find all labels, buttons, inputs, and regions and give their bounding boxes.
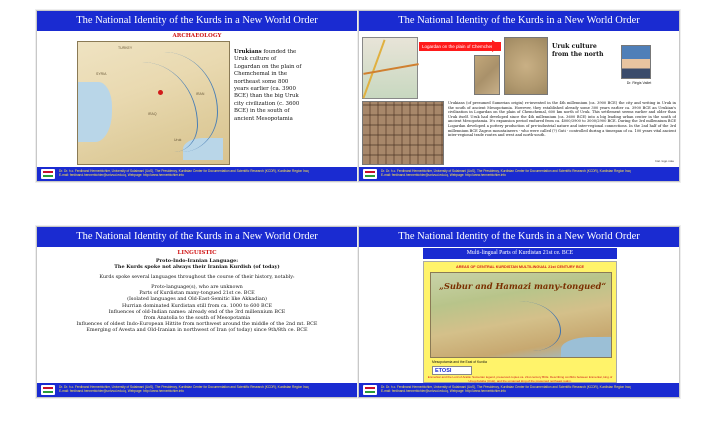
footer-line-1: Dr. Dr. h.c. Ferdinand Hennerbichler, University of Sulaimani (UoS), The Presidency, Kurdistan Center for Documentation and Scientific Research (KCDR), Kurdistan Region Iraq — [59, 169, 309, 173]
line: (Isolated languages and Old-East-Semitic like Akkadian) — [127, 296, 267, 303]
portrait-caption: Dr. Régis Vallet — [626, 81, 652, 85]
map-image — [77, 41, 230, 165]
map-caption: Mesopotamia and the East of Kurdia — [432, 360, 487, 364]
line: The Kurds spoke not always their Iranian Kurdish (of today) — [114, 264, 280, 271]
map-road — [363, 63, 418, 74]
map-image — [430, 272, 612, 358]
institution-logo-icon — [41, 385, 55, 395]
slide-footer — [359, 167, 679, 181]
etosi-logo: ETOSI — [432, 366, 472, 375]
institution-logo-icon — [41, 169, 55, 179]
institution-logo-icon — [363, 385, 377, 395]
slide-uruk-culture[interactable] — [358, 10, 680, 182]
map-label: TURKEY — [118, 46, 133, 50]
portrait-photo — [621, 45, 651, 79]
line: Emerging of Avesta and Old-Iranian in northwest of Iran (of today) since 9th/8th ce. BCE — [86, 326, 308, 333]
section-heading: LINGUISTIC — [177, 250, 217, 256]
frame-header: AREAS OF CENTRAL KURDISTAN MULTILINGUAL 21st CENTURY BCE — [456, 265, 584, 269]
arrow-label: Logardan on the plain of Chemchemal — [419, 42, 501, 51]
line: Proto-language(s), who are unknown — [151, 284, 243, 291]
footer-line-1: Dr. Dr. h.c. Ferdinand Hennerbichler, University of Sulaimani (UoS), The Presidency, Kurdistan Center for Documentation and Scientific Research (KCDR), Kurdistan Region Iraq — [59, 385, 309, 389]
slide-title: The National Identity of the Kurds in a New World Order — [359, 227, 679, 247]
slide-archaeology[interactable] — [36, 10, 358, 182]
slide-multilingual[interactable] — [358, 226, 680, 398]
footer-line-1: Dr. Dr. h.c. Ferdinand Hennerbichler, University of Sulaimani (UoS), The Presidency, Kurdistan Center for Documentation and Scientific Research (KCDR), Kurdistan Region Iraq — [381, 385, 631, 389]
frame-note: Enmerkar and the Lord of Aratta: Sumerian legend, preserved copies ca. 21st century BCE. Describing conflicts between Enmerkar, king of Unug-Kulaba (Uruk), and the unnamed king of the presumed northeast realm. — [427, 375, 613, 383]
footer-line-1: Dr. Dr. h.c. Ferdinand Hennerbichler, University of Sulaimani (UoS), The Presidency, Kurdistan Center for Documentation and Scientific Research (KCDR), Kurdistan Region Iraq — [381, 169, 631, 173]
line: Influences of old-Indian names: already end of the 3rd millennium BCE — [108, 308, 286, 315]
map-label: Uruk — [174, 138, 182, 142]
map-label: IRAQ — [148, 112, 157, 116]
footer-line-2: E-mail: ferdinand.hennerbichler@univsul.edu.iq, Webpage: http://www.hennerbichler.info — [381, 173, 506, 178]
arrow-right-icon — [492, 40, 501, 52]
map-frame — [423, 261, 617, 383]
body-text — [234, 49, 304, 123]
line: Proto-Indo-Iranian Language: — [155, 258, 239, 264]
section-heading: ARCHAEOLOGY — [172, 33, 222, 39]
paragraph-caption: Inst. logo note — [655, 159, 674, 163]
footer-line-2: E-mail: ferdinand.hennerbichler@univsul.edu.iq, Webpage: http://www.hennerbichler.info — [381, 389, 506, 394]
map-label: SYRIA — [96, 72, 107, 76]
footer-line-2: E-mail: ferdinand.hennerbichler@univsul.edu.iq, Webpage: http://www.hennerbichler.info — [59, 389, 184, 394]
map-banner: „Subur and Hamazi many-tongued“ — [439, 281, 607, 291]
line: Kurds spoke several languages throughout the course of their history, notably: — [99, 274, 295, 281]
map-sea — [78, 82, 112, 142]
line: Parts of Kurdistan many-tongued 21st ce. BCE — [139, 290, 255, 297]
slide-subtitle: Multi-lingual Parts of Kurdistan 21st ce. BCE — [423, 248, 617, 259]
body-text-rest: founded the Uruk culture of Logardan on the plain of Chemchemal in the northeast some 800 years earlier (ca. 3900 BCE) than the big Uruk city civilization (c. 3600 BCE) in the south of ancient Mesopotamia — [234, 49, 302, 122]
map-water — [561, 337, 611, 357]
slide-title: The National Identity of the Kurds in a New World Order — [37, 11, 357, 31]
excavation-photo — [362, 101, 444, 165]
side-title: Uruk culture from the north — [552, 43, 604, 58]
map-label: IRAN — [196, 92, 205, 96]
map-site-marker — [158, 90, 163, 95]
road-map-image — [362, 37, 418, 99]
line: from Anatolia to the south of Mesopotamia — [143, 314, 251, 321]
line: Hurrian dominated Kurdistan still from ca. 1000 to 600 BCE — [121, 302, 273, 309]
body-paragraph: Urukians (of presumed Sumerian origin) re-invented in the 4th millennium (ca. 3900 BCE) the city and writing in Uruk in the south of ancient Mesopotamia. However, they established already some 300 years earlier ca. 3900 BCE an Urukian's civilization in Logardan on the plain of Chemchemal, 600 km north of Uruk. This settlement seems earlier and older than Uruk itself. Uruk had developed since the 4th millennium (ca. 3600 BCE) into a big leading urban center in the south of ancient Mesopotamia. It's expansion period endured from ca. 4000/3900 to 3000/2900 BCE. During the 3rd millennium BCE Logardan developed a pottery production of pre-industrial nature and inter-regional connections. In the 2nd half of the 3rd millennium BCE Zagros mountaineers - who were called (?) Guti - controlled during a timespan of ca. 100 years vital ancient inter-regional trade routes and west and north-south. — [448, 101, 676, 138]
satellite-photo — [504, 37, 548, 95]
aerial-photo — [474, 55, 500, 95]
slide-footer — [37, 167, 357, 181]
slide-footer — [359, 383, 679, 397]
slide-title: The National Identity of the Kurds in a New World Order — [37, 227, 357, 247]
line: Influences of oldest Indo-European Hittite from northwest around the middle of the 2nd mt. BCE — [76, 320, 318, 327]
linguistic-body — [37, 249, 357, 333]
slide-linguistic[interactable] — [36, 226, 358, 398]
map-river — [491, 301, 561, 351]
institution-logo-icon — [363, 169, 377, 179]
footer-line-2: E-mail: ferdinand.hennerbichler@univsul.edu.iq, Webpage: http://www.hennerbichler.info — [59, 173, 184, 178]
body-text-bold: Urukians — [234, 49, 262, 55]
slide-title: The National Identity of the Kurds in a New World Order — [359, 11, 679, 31]
slide-footer — [37, 383, 357, 397]
